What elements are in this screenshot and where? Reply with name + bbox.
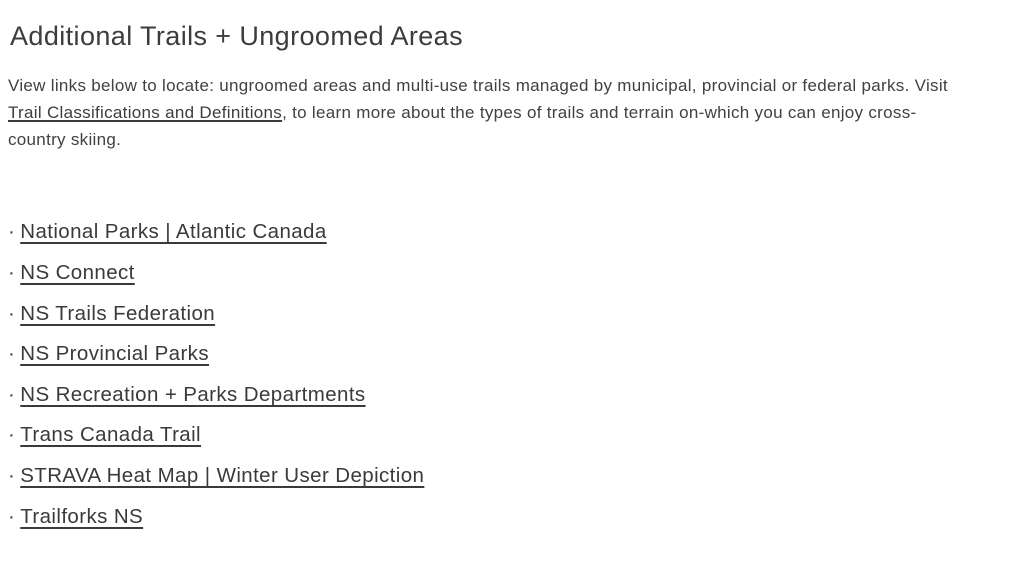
link-trailforks-ns[interactable]: Trailforks NS [20, 504, 144, 528]
list-item [8, 497, 998, 538]
bullet-dot: · [8, 463, 16, 487]
intro-line1: View links below to locate: ungroomed areas and multi-use trails managed by municipal, provincial or federal parks. Visit [8, 76, 948, 96]
list-item [8, 415, 998, 456]
link-ns-provincial-parks[interactable]: NS Provincial Parks [20, 342, 209, 366]
list-item [8, 294, 998, 335]
trail-classifications-link[interactable]: Trail Classifications and Definitions [8, 103, 283, 123]
link-ns-trails-federation[interactable]: NS Trails Federation [20, 301, 216, 325]
intro-line2-rest: , to learn more about the types of trails and terrain on-which you can enjoy cross- [282, 103, 917, 123]
link-national-parks-atlantic-canada[interactable]: National Parks | Atlantic Canada [20, 220, 327, 244]
trail-links-list [8, 212, 998, 537]
list-item [8, 456, 998, 497]
list-item [8, 375, 998, 416]
bullet-dot: · [8, 260, 16, 284]
bullet-dot: · [8, 301, 16, 325]
link-trans-canada-trail[interactable]: Trans Canada Trail [20, 423, 202, 447]
bullet-dot: · [8, 342, 16, 366]
link-ns-connect[interactable]: NS Connect [20, 260, 135, 284]
list-item [8, 253, 998, 294]
link-ns-recreation-parks-departments[interactable]: NS Recreation + Parks Departments [20, 382, 366, 406]
intro-line3: country skiing. [8, 130, 122, 150]
page-title: Additional Trails + Ungroomed Areas [10, 21, 463, 51]
link-strava-heat-map[interactable]: STRAVA Heat Map | Winter User Depiction [20, 463, 425, 487]
bullet-dot: · [8, 382, 16, 406]
list-item [8, 334, 998, 375]
list-item [8, 212, 998, 253]
intro-paragraph [8, 72, 998, 153]
bullet-dot: · [8, 423, 16, 447]
bullet-dot: · [8, 220, 16, 244]
bullet-dot: · [8, 504, 16, 528]
